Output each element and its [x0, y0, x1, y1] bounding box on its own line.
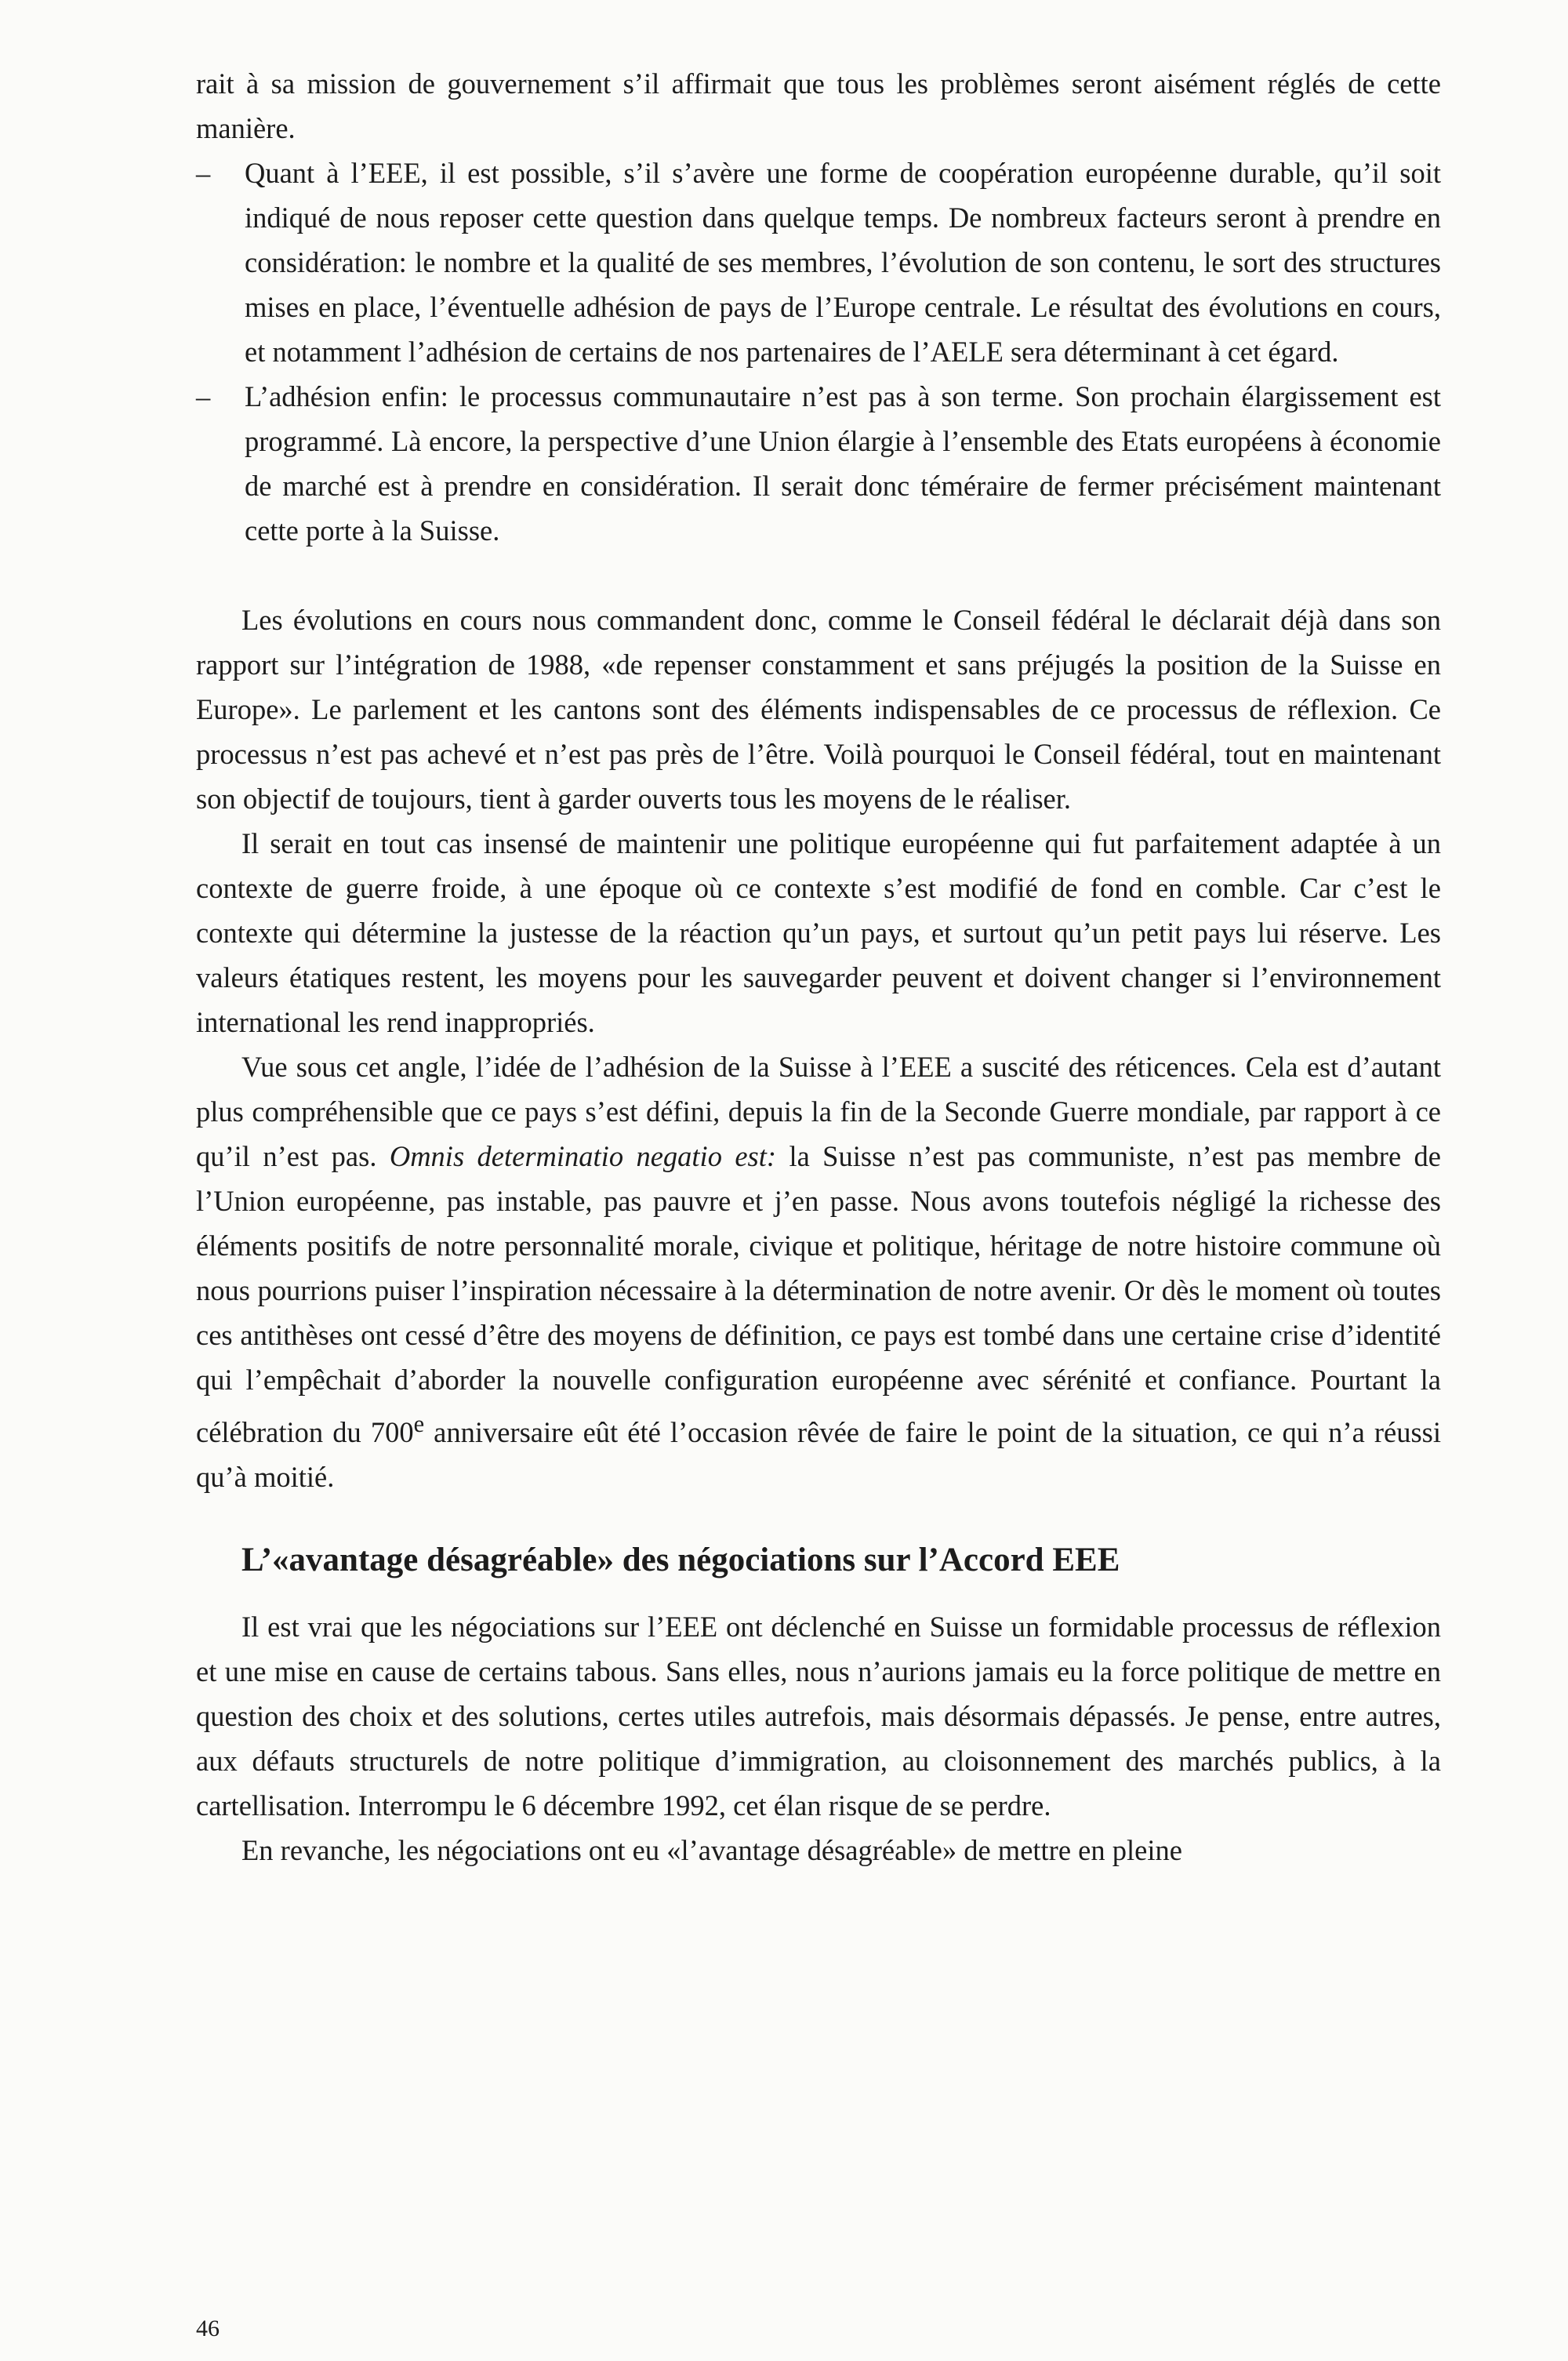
list-item-adhesion [196, 374, 1441, 553]
list-item-text: L’adhésion enfin: le processus communautaire n’est pas à son terme. Son prochain élargissement est programmé. Là encore, la perspective d’une Union élargie à l’ensemble des Etats européens à économie de marché est à prendre en considération. Il serait donc téméraire de fermer précisément maintenant cette porte à la Suisse. [245, 380, 1441, 547]
ordinal-superscript: e [413, 1411, 425, 1437]
text-run: la Suisse n’est pas communiste, n’est pas membre de l’Union européenne, pas instable, pas pauvre et j’en passe. Nous avons toutefois négligé la richesse des éléments positifs de notre personnalité morale, civique et politique, héritage de notre histoire commune où nous pourrions puiser l’inspiration nécessaire à la détermination de notre avenir. Or dès le moment où toutes ces antithèses ont cessé d’être des moyens de définition, ce pays est tombé dans une certaine crise d’identité qui l’empêchait d’aborder la nouvelle configuration européenne avec sérénité et confiance. Pourtant la célébration du [196, 1140, 1441, 1449]
latin-phrase: Omnis determinatio negatio est: [389, 1140, 777, 1172]
paragraph-vue-sous-cet-angle [196, 1044, 1441, 1499]
paragraph-il-est-vrai: Il est vrai que les négociations sur l’EEE ont déclenché en Suisse un formidable processus de réflexion et une mise en cause de certains tabous. Sans elles, nous n’aurions jamais eu la force politique de mettre en question des choix et des solutions, certes utiles autrefois, mais désormais dépassés. Je pense, entre autres, aux défauts structurels de notre politique d’immigration, au cloisonnement des marchés publics, à la cartellisation. Interrompu le 6 décembre 1992, cet élan risque de se perdre. [196, 1611, 1441, 1822]
ordinal-number: 700 [370, 1416, 414, 1449]
paragraph-insense: Il serait en tout cas insensé de maintenir une politique européenne qui fut parfaitement adaptée à un contexte de guerre froide, à une époque où ce contexte s’est modifié de fond en comble. Car c’est le contexte qui détermine la justesse de la réaction qu’un pays, et surtout qu’un petit pays lui réserve. Les valeurs étatiques restent, les moyens pour les sauvegarder peuvent et doivent changer si l’environnement international les rend inappropriés. [196, 827, 1441, 1038]
list-item-eee [196, 151, 1441, 374]
text-run: Vue sous cet angle, l’idée de l’adhésion de la Suisse à l’EEE a suscité des réticences. Cela est d’autant plus compréhensible que ce pays s’est défini, depuis la fin de la Seconde Guerre mondiale, par rapport à ce qu’il n’est pas. [196, 1051, 1441, 1172]
paragraph-continuation: rait à sa mission de gouvernement s’il affirmait que tous les problèmes seront aisément réglés de cette manière. [196, 67, 1441, 144]
paragraph-en-revanche: En revanche, les négociations ont eu «l’avantage désagréable» de mettre en pleine [241, 1834, 1182, 1867]
page-number: 46 [196, 2316, 220, 2341]
section-heading: L’«avantage désagréable» des négociations sur l’Accord EEE [241, 1542, 1120, 1579]
text-run: anniversaire eût été l’occasion rêvée de faire le point de la situation, ce qui n’a réussi qu’à moitié. [196, 1416, 1442, 1494]
list-item-text: Quant à l’EEE, il est possible, s’il s’avère une forme de coopération européenne durable, qu’il soit indiqué de nous reposer cette question dans quelque temps. De nombreux facteurs seront à prendre en considération: le nombre et la qualité de ses membres, l’évolution de son contenu, le sort des structures mises en place, l’éventuelle adhésion de pays de l’Europe centrale. Le résultat des évolutions en cours, et notamment l’adhésion de certains de nos partenaires de l’AELE sera déterminant à cet égard. [245, 157, 1441, 368]
dash-marker: – [196, 380, 211, 412]
dash-marker: – [196, 157, 211, 189]
body-text [196, 61, 1441, 1872]
paragraph-evolutions: Les évolutions en cours nous commandent donc, comme le Conseil fédéral le déclarait déjà dans son rapport sur l’intégration de 1988, «de repenser constamment et sans préjugés la position de la Suisse en Europe». Le parlement et les cantons sont des éléments indispensables de ce processus de réflexion. Ce processus n’est pas achevé et n’est pas près de l’être. Voilà pourquoi le Conseil fédéral, tout en maintenant son objectif de toujours, tient à garder ouverts tous les moyens de le réaliser. [196, 604, 1441, 815]
